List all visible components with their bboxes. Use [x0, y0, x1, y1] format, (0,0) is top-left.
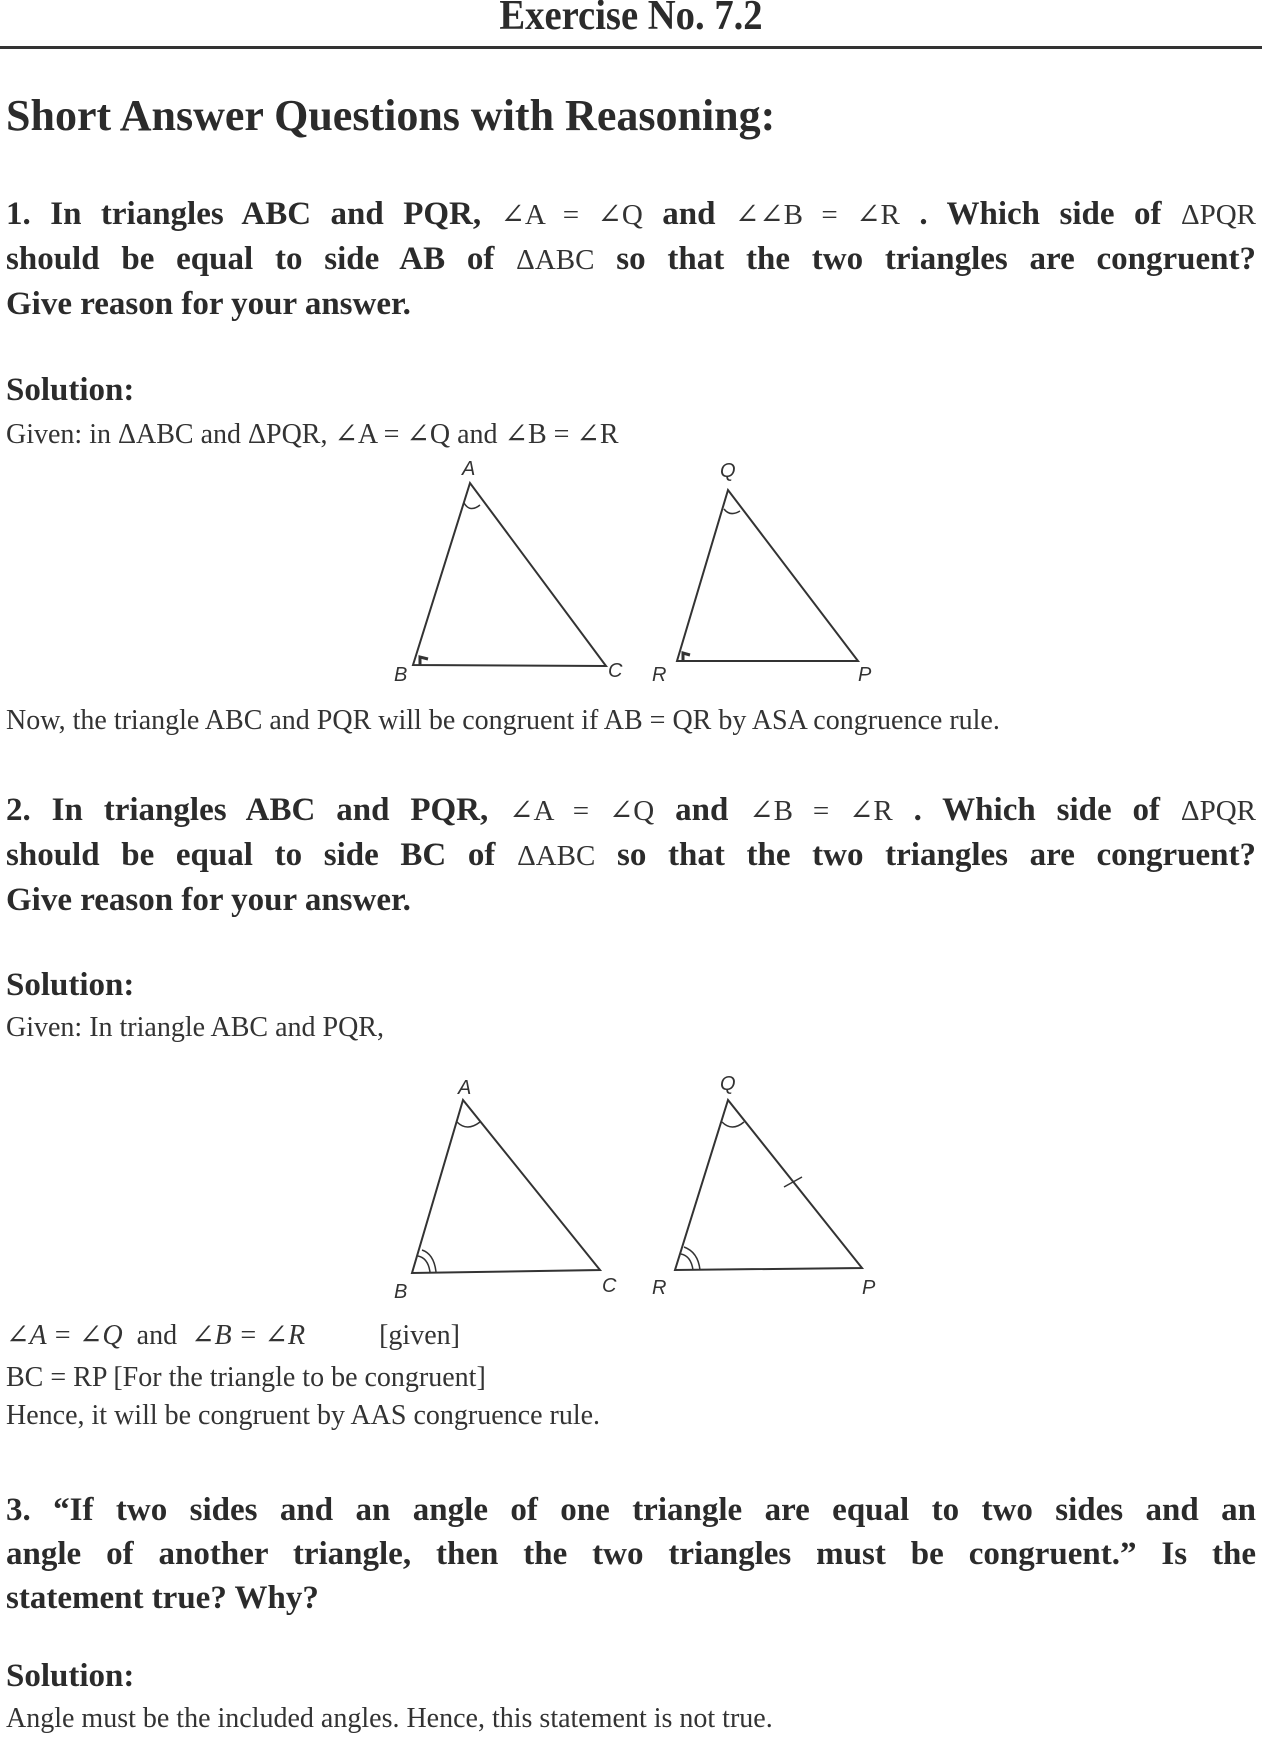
triangle-pqr-icon — [652, 1073, 876, 1299]
question-1-line-3: Give reason for your answer. — [6, 286, 411, 322]
page-title: Exercise No. 7.2 — [499, 0, 763, 39]
solution-2-label: Solution: — [6, 967, 135, 1003]
solution-3-label: Solution: — [6, 1658, 135, 1694]
svg-text:Q: Q — [720, 1073, 736, 1095]
solution-1-given: Given: in ΔABC and ΔPQR, ∠A = ∠Q and ∠B = ∠R — [6, 419, 619, 450]
question-3-line-1: 3. “If two sides and an angle of one triangle are equal to two sides and an — [6, 1492, 1256, 1528]
solution-3-text: Angle must be the included angles. Hence, this statement is not true. — [6, 1703, 773, 1734]
svg-text:R: R — [652, 1277, 667, 1299]
solution-2-given-statement — [6, 1318, 460, 1352]
svg-text:A: A — [462, 458, 476, 480]
svg-text:P: P — [858, 664, 872, 685]
and-text: and — [136, 1320, 178, 1351]
q2-angle-eq-1: ∠A = ∠Q — [509, 795, 655, 827]
q2-which-side: . Which side of — [913, 792, 1181, 828]
q1-angle-eq-1: ∠A = ∠Q — [500, 199, 643, 231]
q2-angle-eq-2: ∠B = ∠R — [749, 795, 893, 827]
given-tag: [given] — [379, 1320, 460, 1351]
question-1-line-2 — [6, 237, 1256, 282]
q1-triangle-abc: ΔABC — [516, 244, 595, 276]
angle-b-eq-r: ∠B = ∠R — [191, 1320, 306, 1351]
svg-text:C: C — [602, 1275, 617, 1297]
q1-text: 1. In triangles ABC and PQR, — [6, 196, 501, 232]
q2-triangle-pqr: ΔPQR — [1180, 795, 1256, 827]
question-3-line-2: angle of another triangle, then the two triangles must be congruent.” Is the — [6, 1536, 1256, 1572]
angle-a-eq-q: ∠A = ∠Q — [6, 1320, 123, 1351]
q1-text-2: should be equal to side AB of — [6, 241, 517, 277]
solution-1-label: Solution: — [6, 372, 135, 408]
q1-which-side: . Which side of — [919, 196, 1181, 232]
q2-and: and — [675, 792, 750, 828]
svg-text:R: R — [652, 664, 667, 685]
question-3-line-3: statement true? Why? — [6, 1580, 319, 1616]
svg-text:C: C — [608, 660, 623, 682]
question-3 — [6, 1488, 1256, 1620]
solution-2-conclusion: Hence, it will be congruent by AAS congruence rule. — [6, 1400, 601, 1431]
q1-triangle-pqr: ΔPQR — [1180, 199, 1257, 231]
q2-text-3: so that the two triangles are congruent? — [617, 837, 1256, 873]
figure-1-triangles — [370, 455, 890, 685]
figure-2-triangles — [370, 1060, 890, 1300]
solution-2-given: Given: In triangle ABC and PQR, — [6, 1012, 384, 1043]
triangle-abc-icon — [394, 458, 623, 685]
question-2-line-3: Give reason for your answer. — [6, 882, 411, 918]
q2-text-2: should be equal to side BC of — [6, 837, 518, 873]
svg-text:B: B — [394, 1281, 408, 1300]
q1-angle-eq-2: ∠∠B = ∠R — [734, 199, 900, 231]
section-heading: Short Answer Questions with Reasoning: — [6, 91, 776, 140]
q2-text: 2. In triangles ABC and PQR, — [6, 792, 510, 828]
triangle-pqr-icon — [652, 460, 872, 685]
question-1-line-1 — [6, 192, 1256, 237]
q1-and: and — [662, 196, 735, 232]
svg-text:A: A — [458, 1077, 472, 1099]
question-2-line-1 — [6, 788, 1256, 833]
svg-text:Q: Q — [720, 460, 736, 482]
question-2-line-2 — [6, 833, 1256, 878]
q1-text-3: so that the two triangles are congruent? — [616, 241, 1256, 277]
solution-2-side-equality: BC = RP [For the triangle to be congruent] — [6, 1362, 486, 1393]
triangle-abc-icon — [394, 1077, 617, 1300]
question-2 — [6, 788, 1256, 922]
svg-text:B: B — [394, 664, 408, 685]
header-divider — [0, 46, 1262, 49]
svg-text:P: P — [862, 1277, 876, 1299]
q2-triangle-abc: ΔABC — [517, 840, 596, 872]
solution-1-conclusion: Now, the triangle ABC and PQR will be congruent if AB = QR by ASA congruence rule. — [6, 705, 1000, 736]
question-1 — [6, 192, 1256, 326]
